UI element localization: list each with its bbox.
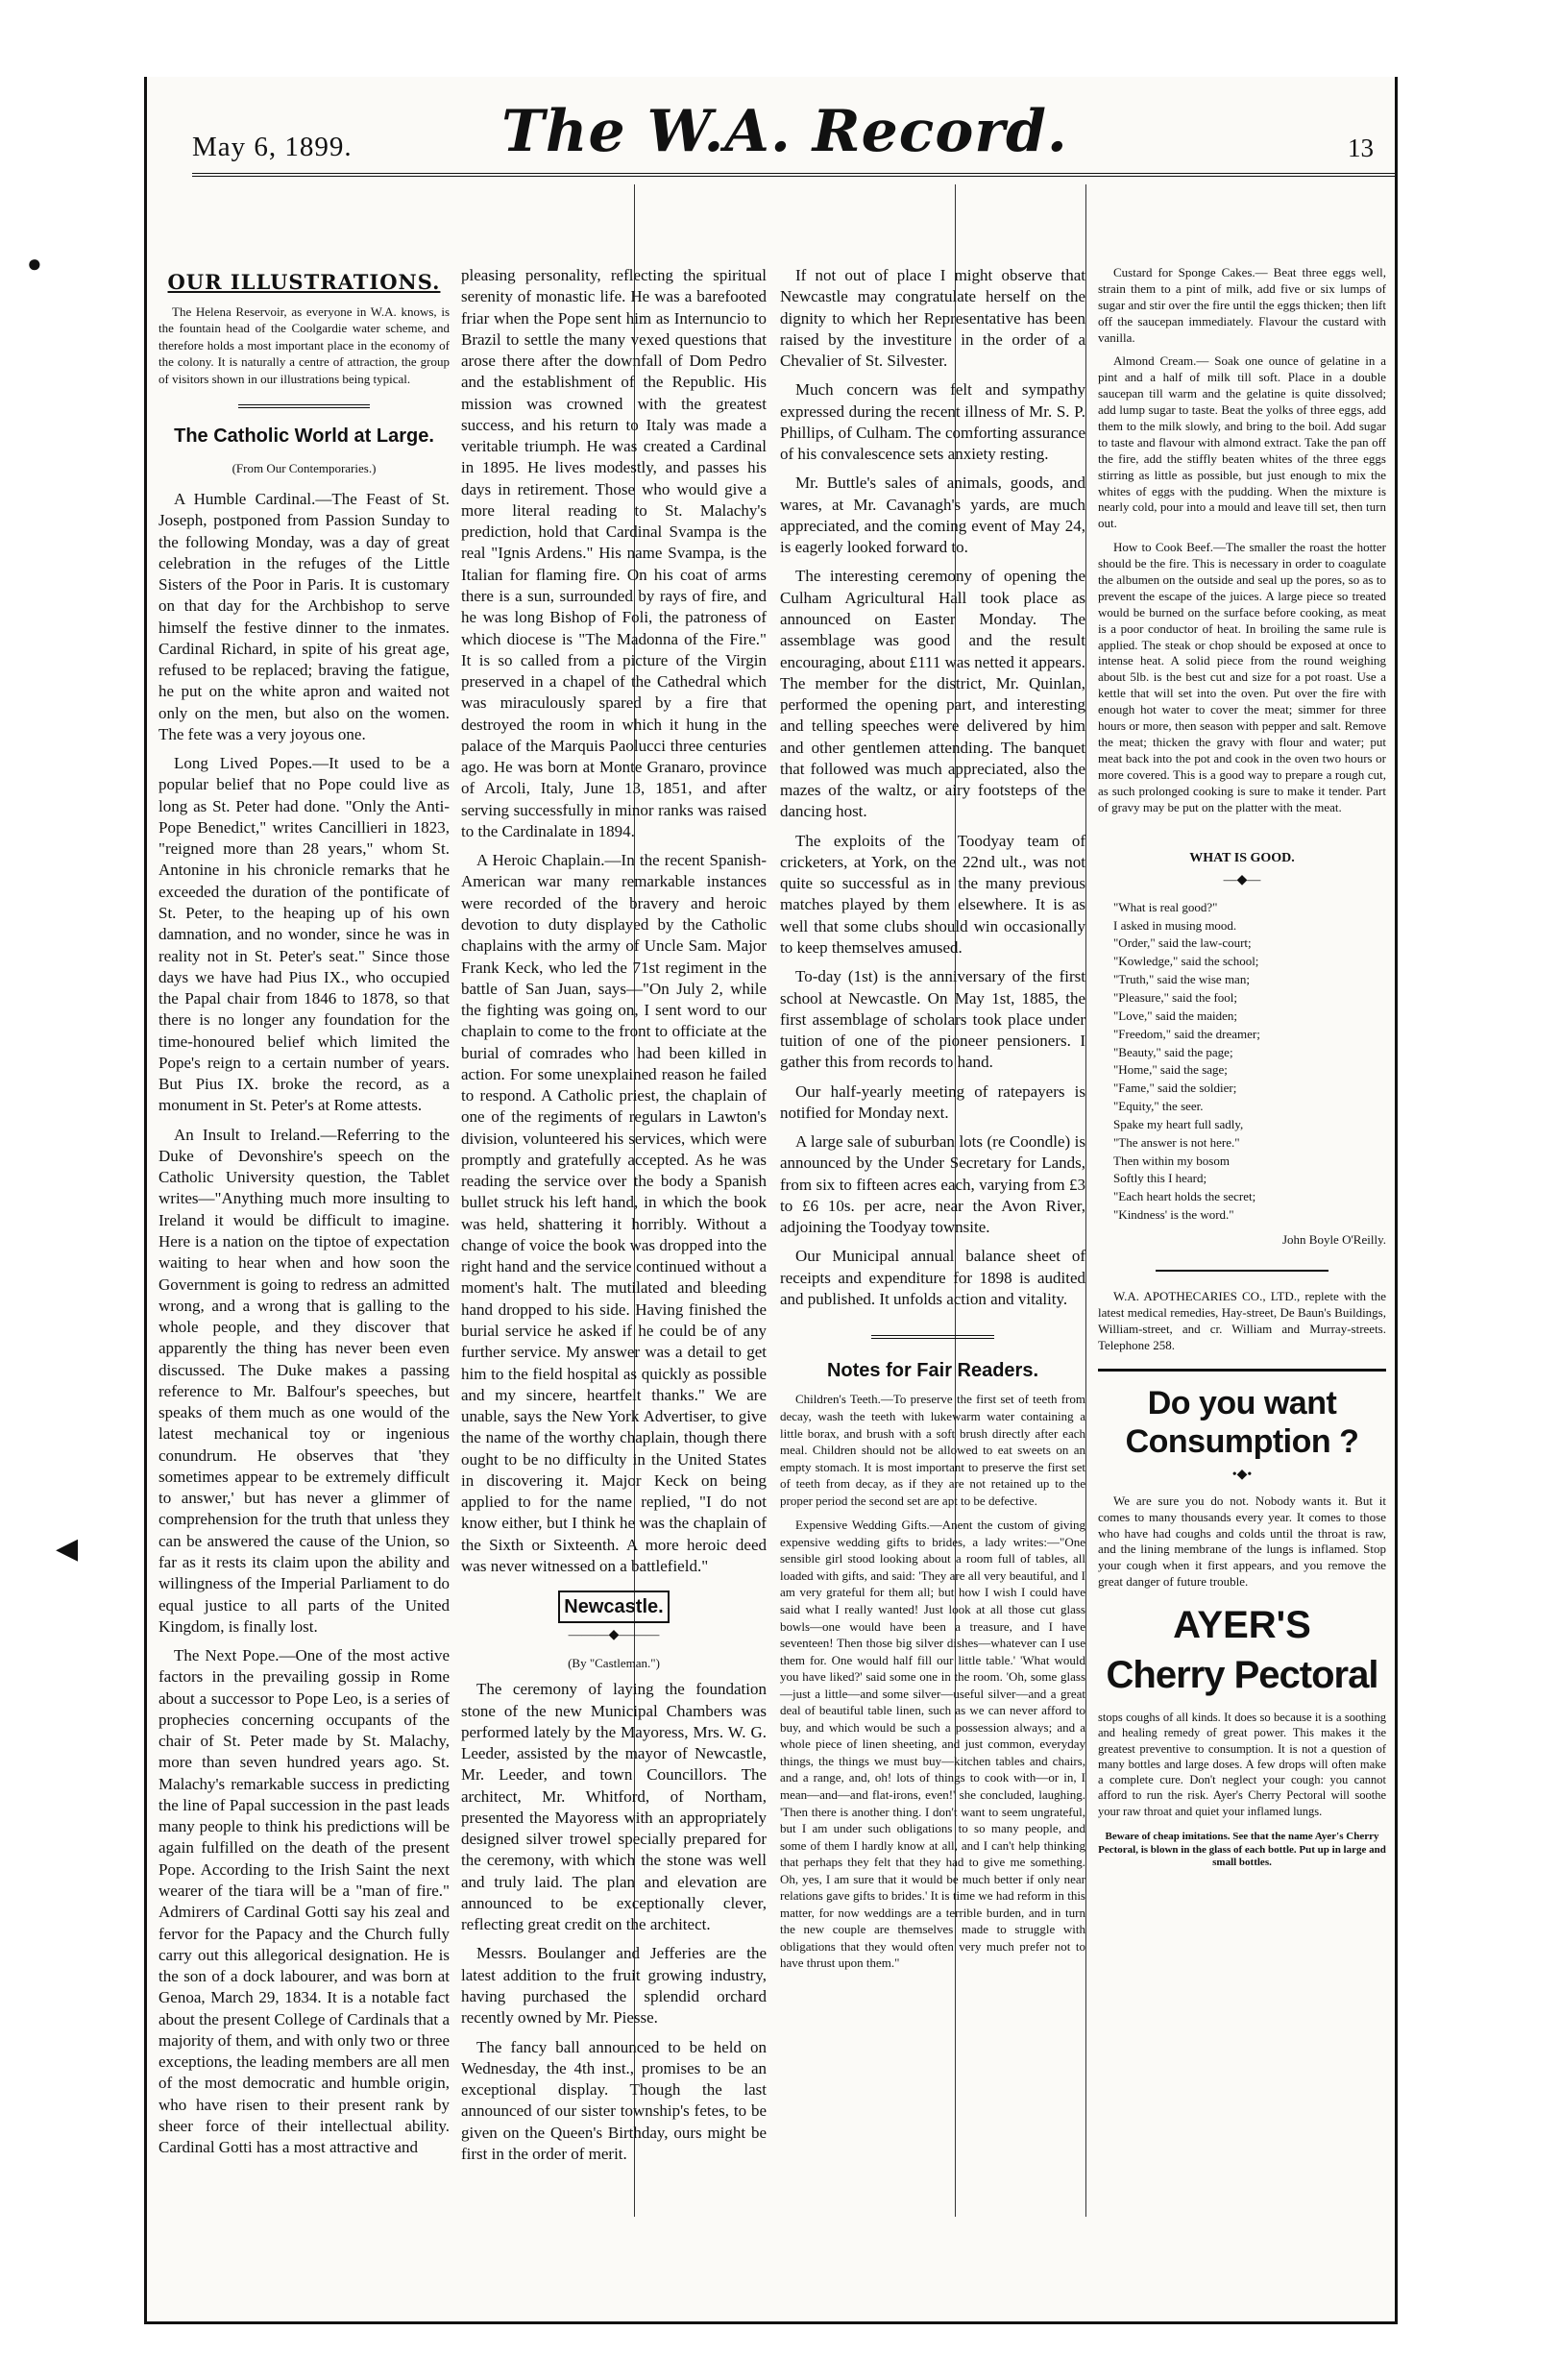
article-paragraph: The fancy ball announced to be held on Wednesday, the 4th inst., promises to be an exceptional display. Though the last announced of our sister township's fetes, to be given on the Queen's Birthday, ours might be first in the order of merit. [461, 2037, 767, 2163]
article-paragraph: To-day (1st) is the anniversary of the first school at Newcastle. On May 1st, 1885, the first assemblage of scholars took place under tuition of one of the pioneer pensioners. I gather this from records to hand. [780, 967, 1085, 1072]
byline: (By "Castleman.") [568, 1655, 660, 1670]
column-1 [158, 265, 450, 2166]
article-paragraph: Messrs. Boulanger and Jefferies are the latest addition to the fruit growing industry, having purchased the splendid orchard recently owned by Mr. Piesse. [461, 1944, 767, 2028]
section-title: Newcastle. [558, 1591, 669, 1623]
article-paragraph: Children's Teeth.—To preserve the first set of teeth from decay, wash the teeth with lukewarm water containing a little borax, and brush with a soft brush directly after each meal. Children should not be allowed to eat sweets on an empty stomach. It is most important to preserve the first set of teeth from decay, as if they are not retained up to the proper period the second set are apt to be defective. [780, 1392, 1085, 1508]
column-2 [461, 265, 767, 2173]
section-rule [871, 1335, 993, 1341]
article-paragraph: An Insult to Ireland.—Referring to the Duke of Devonshire's speech on the Catholic University question, the Tablet writes—"Anything much more insulting to Ireland it would be difficult to imagine. Here is a nation on the tiptoe of expectation waiting to hear when and how soon the Government is going to redress an admitted wrong, and a wrong that is galling to the whole people, and they discover that apparently the thing has never been even discussed. The Duke makes a passing reference to Mr. Balfour's speeches, but speaks of them much as one would of the latest mechanical toy or ingenious conundrum. He observes that 'they sometimes appear to be extremely difficult to answer,' but has never a glimmer of comprehension for the truth that unless they can be answered the cause of the Union, so far as it rests its claim upon the ability and willingness of the Imperial Parliament to do equal justice to all parts of the United Kingdom, is finally lost. [158, 1125, 450, 1636]
section-subtitle: (From Our Contemporaries.) [232, 461, 377, 476]
masthead [192, 98, 1377, 169]
ad-body: stops coughs of all kinds. It does so because it is a soothing and healing remedy of great power. This makes it the greatest preventive to consumption. It is not a question of many bottles and large doses. A few drops will often make a complete cure. Don't neglect your cough: you cannot afford to run the risk. Ayer's Cherry Pectoral will soothe your raw throat and quiet your inflamed lungs. [1098, 1711, 1386, 1818]
advertisement-text: W.A. APOTHECARIES CO., LTD., replete with the latest medical remedies, Hay-street, De Baun's Buildings, William-street, and cr. William and Murray-streets. Telephone 258. [1098, 1288, 1386, 1352]
ad-headline-line: Do you want [1147, 1385, 1337, 1422]
article-paragraph: If not out of place I might observe that Newcastle may congratulate herself on the dignity to which her Representative has been raised by the investiture in the order of a Chevalier of St. Silvester. [780, 266, 1085, 371]
poem-line: "Equity," the seer. [1113, 1099, 1204, 1114]
ad-brand: AYER'S [1173, 1604, 1311, 1647]
article-paragraph: The exploits of the Toodyay team of cricketers, at York, on the 22nd ult., was not quite so successful as in the many previous matches played by them elsewhere. It is as well that some clubs should win occasionally to keep themselves amused. [780, 831, 1085, 957]
poem-line: Softly this I heard; [1113, 1171, 1207, 1186]
poem-line: "Order," said the law-court; [1113, 935, 1252, 951]
ad-headline [1098, 1385, 1386, 1460]
recipe-paragraph: Custard for Sponge Cakes.— Beat three eggs well, strain them to a pint of milk, add five or six lumps of sugar and stir over the fire until the eggs thicken; then lift off the saucepan immediately. Flavour the custard with vanilla. [1098, 265, 1386, 345]
poem-line: "Fame," said the soldier; [1113, 1081, 1237, 1096]
column-3 [780, 265, 1085, 1979]
poem-line: I asked in musing mood. [1113, 917, 1237, 933]
poem-line: "What is real good?" [1113, 899, 1218, 914]
article-paragraph: Expensive Wedding Gifts.—Anent the custom of giving expensive wedding gifts to brides, a lady writes:—"One sensible girl stood looking about a room full of tables, all loaded with gifts, and said: 'They are all very beautiful, and I am very grateful for them all; but how I wish I could have said what I really wanted! Just look at all those cut glass bowls—one would have been a treasure, and I have seventeen! Then those big silver dishes—whatever can I use them for. One would half fill our little table.' 'What would you have liked?' said some one in the room. 'Oh, some glass—just a little—and some silver—useful silver—and a great deal of beautiful table linen, such as we can never afford to buy, and which would be such a possession always; and a whole piece of linen sheeting, and just common, everyday things, the things we must buy—kitchen tables and chairs, and a range, and, oh! lots of things to cook with—or in, I mean—and—and flat-irons, even!' she concluded, laughing. 'Then there is another thing. I don't want to seem ungrateful, but I am under such obligations to so many people, and some of them I hardly know at all, and I can't help thinking that perhaps they felt that they had to give me something. Oh, yes, I am sure that it would be much better if only near relations gave gifts to brides.' It is time we had reform in this matter, for now weddings are a terrible burden, and in turn the new couple are themselves made to struggle with obligations that they would often very much prefer not to have thrust upon them." [780, 1518, 1085, 1971]
newcastle-heading [461, 1591, 767, 1623]
illustrations-text: The Helena Reservoir, as everyone in W.A. knows, is the fountain head of the Coolgardie water scheme, and therefore holds a most important place in the economy of the colony. It is naturally a centre of attraction, the group of visitors shown in our illustrations being typical. [158, 304, 450, 386]
poem-line: "Freedom," said the dreamer; [1113, 1026, 1260, 1041]
article-paragraph: Mr. Buttle's sales of animals, goods, and wares, at Mr. Cavanagh's yards, are much appreciated, and the coming event of May 24, is eagerly looked forward to. [780, 474, 1085, 557]
publication-title: The W.A. Record. [501, 98, 1068, 165]
section-rule [1156, 1270, 1328, 1274]
poem-line: "Home," said the sage; [1113, 1062, 1228, 1078]
poem-title: WHAT IS GOOD. [1189, 851, 1295, 866]
margin-mark: ◀ [56, 1533, 79, 1565]
article-paragraph: Much concern was felt and sympathy expressed during the recent illness of Mr. S. P. Phillips, of Culham. The comforting assurance of his convalescence sets anxiety resting. [780, 380, 1085, 464]
article-paragraph: Long Lived Popes.—It used to be a popular belief that no Pope could live as long as St. Peter had done. "Only the Anti-Pope Benedict," writes Cancillieri in 1823, "reigned more than 28 years," whom St. Antonine in his chronicle remarks that he exceeded the duration of the pontificate of St. Peter, to the heaping up of his own damnation, and no wonder, since he was in reality not in St. Peter's seat." Since those days we have had Pius IX., who occupied the Papal chair from 1846 to 1878, so that there is no longer any foundation for the time-honoured belief which limited the Pope's reign to a certain number of years. But Pius IX. broke the record, as a monument in St. Peter's at Rome attests. [158, 754, 450, 1115]
article-paragraph: pleasing personality, reflecting the spiritual serenity of monastic life. He was a barefooted friar when the Pope sent him as Internuncio to Brazil to settle the many vexed questions that arose there after the downfall of Dom Pedro and the establishment of the Republic. His mission was crowned with the greatest success, and his return to Italy was made a veritable triumph. He was created a Cardinal in 1895. He lives modestly, and passes his days in retirement. Those who would give a more literal reading to St. Malachy's prediction, hold that Cardinal Svampa is the real "Ignis Ardens." His name Svampa, is the Italian for flaming fire. On his coat of arms there is a sun, surrounded by rays of fire, and he was long Bishop of Foli, the patroness of which diocese is "The Madonna of the Fire." It is so called from a picture of the Virgin preserved in a chapel of the Cathedral which was miraculously spared by a fire that destroyed the room in which it hung in the palace of the Marquis Paolucci three centuries ago. He was born at Monte Granaro, province of Arcoli, Italy, June 13, 1851, and after serving successfully in minor ranks was raised to the Cardinalate in 1894. [461, 266, 767, 840]
ornament-divider: ———◆——— [568, 1628, 660, 1643]
article-paragraph: The interesting ceremony of opening the Culham Agricultural Hall took place as announced on Easter Monday. The assemblage was good and the result encouraging, about £111 was netted it appears. The member for the district, Mr. Quinlan, performed the opening part, and interesting and telling speeches were delivered by him and other gentlemen attending. The banquet that followed was much appreciated, also the mazes of the waltz, or airy footsteps of the dancing host. [780, 567, 1085, 821]
ornament-divider: •◆• [1231, 1467, 1253, 1482]
poem-line: "Truth," said the wise man; [1113, 972, 1250, 987]
poem-line: "Kindness' is the word." [1113, 1207, 1234, 1223]
masthead-rule [192, 173, 1397, 179]
section-title: Notes for Fair Readers. [826, 1360, 1039, 1382]
ad-rule [1098, 1369, 1386, 1372]
poem-line: "Each heart holds the secret; [1113, 1189, 1256, 1204]
poem-line: "The answer is not here." [1113, 1134, 1240, 1150]
ad-headline-line: Consumption ? [1125, 1422, 1359, 1460]
poem-author: John Boyle O'Reilly. [1281, 1231, 1386, 1247]
article-paragraph: The Next Pope.—One of the most active factors in the prevailing gossip in Rome about a successor to Pope Leo, is a series of prophecies concerning occupants of the chair of St. Peter made by St. Malachy, more than seven hundred years ago. St. Malachy's remarkable success in predicting the line of Papal succession in the past leads many people to think his predictions will be again fulfilled on the death of the present Pope. According to the Irish Saint the next wearer of the tiara will be a "man of fire." Admirers of Cardinal Gotti say his zeal and fervor for the Papacy and the Church fully carry out this allegorical designation. He is the son of a dock labourer, and was born at Genoa, March 29, 1834. It is a notable fact about the present College of Cardinals that a majority of them, and with only two or three exceptions, the leading members are all men of the most democratic and humble origin, who have risen to their present rank by sheer force of their intellectual ability. Cardinal Gotti has a most attractive and [158, 1646, 450, 2157]
poem-line: Spake my heart full sadly, [1113, 1116, 1244, 1131]
poem-line: "Kowledge," said the school; [1113, 954, 1259, 969]
page-number: 13 [1348, 134, 1374, 162]
poem-line: "Beauty," said the page; [1113, 1044, 1233, 1059]
article-paragraph: The ceremony of laying the foundation stone of the new Municipal Chambers was performed lately by the Mayoress, Mrs. W. G. Leeder, assisted by the mayor of Newcastle, Mr. Leeder, and town Councillors. The architect, Mr. Whitford, of Northam, presented the Mayoress with an appropriately designed silver trowel specially prepared for the ceremony, with which the stone was well and truly laid. The plan and elevation are announced to be exceptionally clever, reflecting great credit on the architect. [461, 1680, 767, 1934]
article-paragraph: Our Municipal annual balance sheet of receipts and expenditure for 1898 is audited and published. It unfolds action and vitality. [780, 1247, 1085, 1308]
ad-brand: Cherry Pectoral [1106, 1654, 1378, 1697]
ornament-divider: —◆— [1223, 872, 1261, 887]
column-divider [1085, 184, 1086, 2217]
recipe-paragraph: Almond Cream.— Soak one ounce of gelatine in a pint and a half of milk till soft. Place in a double saucepan till warm and the gelatine is quite dissolved; add lump sugar to taste. Beat the yolks of three eggs, add them to the milk slowly, and bring to the boil. Add sugar to taste and flavour with almond extract. Take the pan off the fire, add the stiffly beaten whites of the three eggs stirring as little as possible, but just enough to mix the whites of eggs with the pudding. When the mixture is nearly cold, pour into a mould and leave till set, then turn out. [1098, 353, 1386, 531]
poem-line: "Love," said the maiden; [1113, 1008, 1238, 1023]
article-paragraph: A Heroic Chaplain.—In the recent Spanish-American war many remarkable instances were recorded of the bravery and heroic devotion to duty displayed by the Catholic chaplains with the army of Uncle Sam. Major Frank Keck, who led the 71st regiment in the battle of San Juan, says—"On July 2, while the fighting was going on, I sent word to our chaplain to come to the front to officiate at the burial of comrades who had been killed in action. For some unexplained reason he failed to respond. A Catholic priest, the chaplain of one of the regiments of regulars in Lawton's division, volunteered his services, which were promptly and gratefully accepted. As he was reading the service over the body a Spanish bullet struck his left hand, in which the book was held, shattering it horribly. Without a change of voice the book was dropped into the right hand and the service continued without a moment's halt. The mutilated and bleeding hand dropped to his side. Having finished the burial service he asked if he could be of any further service. My answer was a detail to get him to the field hospital as quickly as possible and my sincere, heartfelt thanks." We are unable, says the New York Advertiser, to give the name of the worthy chaplain, though there ought to be no difficulty in the United States in discovering it. Major Keck on being applied to for the name replied, "I do not know either, but I think he was the chaplain of the Sixth or Sixteenth. A more heroic deed was never witnessed on a battlefield." [461, 851, 767, 1575]
recipe-paragraph: How to Cook Beef.—The smaller the roast the hotter should be the fire. This is necessary in order to coagulate the albumen on the outside and seal up the pores, so as to prevent the escape of the juices. A large piece so treated would be burned on the surface before cooking, as meat is a poor conductor of heat. In broiling the same rule is applied. The steak or chop should be exposed at once to intense heat. A solid piece from the round weighing about 5lb. is the best cut and size for a pot roast. Use a kettle that will set into the oven. Put over the fire with enough hot water to cover the meat; simmer for three hours or more, then season with pepper and salt. Remove the meat; thicken the gravy with flour and water; put meat back into the pot and cook in the oven two hours or more covered. This is a good way to prepare a rough cut, as such prolonged cooking is sure to make it tender. Part of gravy may be put on the platter with the meat. [1098, 540, 1386, 814]
section-title: OUR ILLUSTRATIONS. [167, 270, 441, 294]
article-paragraph: A large sale of suburban lots (re Coondle) is announced by the Under Secretary for Lands, from six to fifteen acres each, varying from £3 to £6 10s. per acre, near the Avon River, adjoining the Toodyay townsite. [780, 1132, 1085, 1237]
poem-line: "Pleasure," said the fool; [1113, 989, 1238, 1005]
article-paragraph: A Humble Cardinal.—The Feast of St. Joseph, postponed from Passion Sunday to the following Monday, was a day of great celebration in the refuges of the Little Sisters of the Poor in Paris. It is customary on that day for the Archbishop to serve himself the festive dinner to the inmates. Cardinal Richard, in spite of his great age, refused to be replaced; braving the fatigue, he put on the white apron and waited not only on the men, but also on the women. The fete was a very joyous one. [158, 489, 450, 743]
margin-mark: ● [27, 250, 42, 278]
section-rule [238, 404, 369, 410]
poem-line: Then within my bosom [1113, 1153, 1230, 1168]
issue-date: May 6, 1899. [192, 132, 353, 162]
section-title: The Catholic World at Large. [174, 425, 434, 448]
ad-footnote: Beware of cheap imitations. See that the name Ayer's Cherry Pectoral, is blown in the glass of each bottle. Put up in large and small bottles. [1098, 1830, 1386, 1869]
poem [1113, 899, 1386, 1225]
article-paragraph: Our half-yearly meeting of ratepayers is notified for Monday next. [780, 1081, 1085, 1122]
ad-body: We are sure you do not. Nobody wants it. But it comes to many thousands every year. It comes to those who have had coughs and colds until the throat is raw, and the lining membrane of the lungs is inflamed. Stop your cough when it first appears, and you remove the great danger of future trouble. [1098, 1493, 1386, 1590]
column-4 [1098, 265, 1386, 1870]
